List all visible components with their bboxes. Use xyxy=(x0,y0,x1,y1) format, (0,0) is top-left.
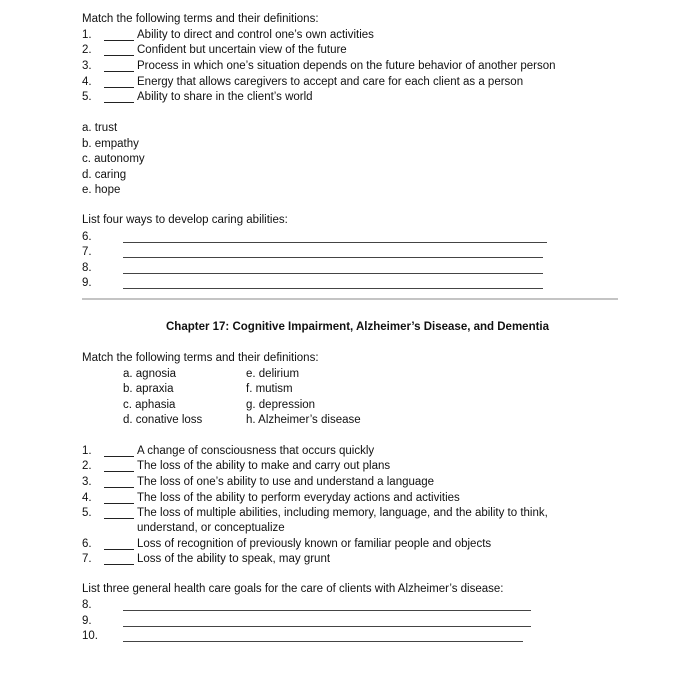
definition-text: Ability to share in the client’s world xyxy=(137,91,313,103)
line-number: 10. xyxy=(82,630,98,642)
definition-text: Loss of recognition of previously known or familiar people and objects xyxy=(137,538,492,550)
definition-text: The loss of one’s ability to use and understand a language xyxy=(137,476,435,488)
definition-text-continued: understand, or conceptualize xyxy=(137,522,285,534)
answer-blank[interactable] xyxy=(104,55,134,56)
answer-blank[interactable] xyxy=(104,40,134,41)
answer-blank[interactable] xyxy=(104,71,134,72)
line-number: 8. xyxy=(82,599,92,611)
answer-blank[interactable] xyxy=(104,471,134,472)
list-instruction: List four ways to develop caring abilities: xyxy=(82,214,288,226)
answer-line[interactable] xyxy=(123,242,547,243)
item-number: 1. xyxy=(82,29,92,41)
answer-line[interactable] xyxy=(123,610,531,611)
term-item: d. conative loss xyxy=(123,414,203,426)
item-number: 7. xyxy=(82,553,92,565)
term-item: c. aphasia xyxy=(123,399,176,411)
answer-blank[interactable] xyxy=(104,102,134,103)
definition-text: The loss of the ability to perform everyday actions and activities xyxy=(137,492,460,504)
item-number: 5. xyxy=(82,91,92,103)
answer-blank[interactable] xyxy=(104,456,134,457)
definition-text: Loss of the ability to speak, may grunt xyxy=(137,553,331,565)
item-number: 1. xyxy=(82,445,92,457)
item-number: 3. xyxy=(82,476,92,488)
item-number: 5. xyxy=(82,507,92,519)
chapter-title: Chapter 17: Cognitive Impairment, Alzheimer’s Disease, and Dementia xyxy=(166,321,550,333)
option-item: b. empathy xyxy=(82,138,139,150)
answer-blank[interactable] xyxy=(104,487,134,488)
term-item: g. depression xyxy=(246,399,316,411)
term-item: b. apraxia xyxy=(123,383,174,395)
item-number: 2. xyxy=(82,44,92,56)
answer-line[interactable] xyxy=(123,626,531,627)
line-number: 6. xyxy=(82,231,92,243)
definition-text: Ability to direct and control one’s own activities xyxy=(137,29,374,41)
answer-blank[interactable] xyxy=(104,518,134,519)
definition-text: A change of consciousness that occurs quickly xyxy=(137,445,375,457)
item-number: 3. xyxy=(82,60,92,72)
item-number: 6. xyxy=(82,538,92,550)
goals-instruction: List three general health care goals for the care of clients with Alzheimer’s disease: xyxy=(82,583,504,595)
option-item: d. caring xyxy=(82,169,127,181)
answer-line[interactable] xyxy=(123,257,543,258)
definition-text: Energy that allows caregivers to accept and care for each client as a person xyxy=(137,76,524,88)
item-number: 4. xyxy=(82,76,92,88)
term-item: h. Alzheimer’s disease xyxy=(246,414,361,426)
term-item: a. agnosia xyxy=(123,368,177,380)
definition-text: Confident but uncertain view of the future xyxy=(137,44,347,56)
answer-line[interactable] xyxy=(123,641,523,642)
option-item: e. hope xyxy=(82,184,121,196)
item-number: 4. xyxy=(82,492,92,504)
answer-blank[interactable] xyxy=(104,549,134,550)
option-item: a. trust xyxy=(82,122,118,134)
option-item: c. autonomy xyxy=(82,153,145,165)
term-item: f. mutism xyxy=(246,383,293,395)
section-divider xyxy=(82,298,618,300)
definition-text: Process in which one’s situation depends on the future behavior of another person xyxy=(137,60,556,72)
answer-blank[interactable] xyxy=(104,503,134,504)
line-number: 7. xyxy=(82,246,92,258)
answer-line[interactable] xyxy=(123,288,543,289)
matching-instruction: Match the following terms and their definitions: xyxy=(82,352,319,364)
term-item: e. delirium xyxy=(246,368,300,380)
definition-text: The loss of multiple abilities, including memory, language, and the ability to think, xyxy=(137,507,548,519)
line-number: 8. xyxy=(82,262,92,274)
answer-blank[interactable] xyxy=(104,564,134,565)
answer-blank[interactable] xyxy=(104,87,134,88)
matching-instruction: Match the following terms and their definitions: xyxy=(82,13,319,25)
definition-text: The loss of the ability to make and carry out plans xyxy=(137,460,391,472)
line-number: 9. xyxy=(82,615,92,627)
answer-line[interactable] xyxy=(123,273,543,274)
item-number: 2. xyxy=(82,460,92,472)
line-number: 9. xyxy=(82,277,92,289)
